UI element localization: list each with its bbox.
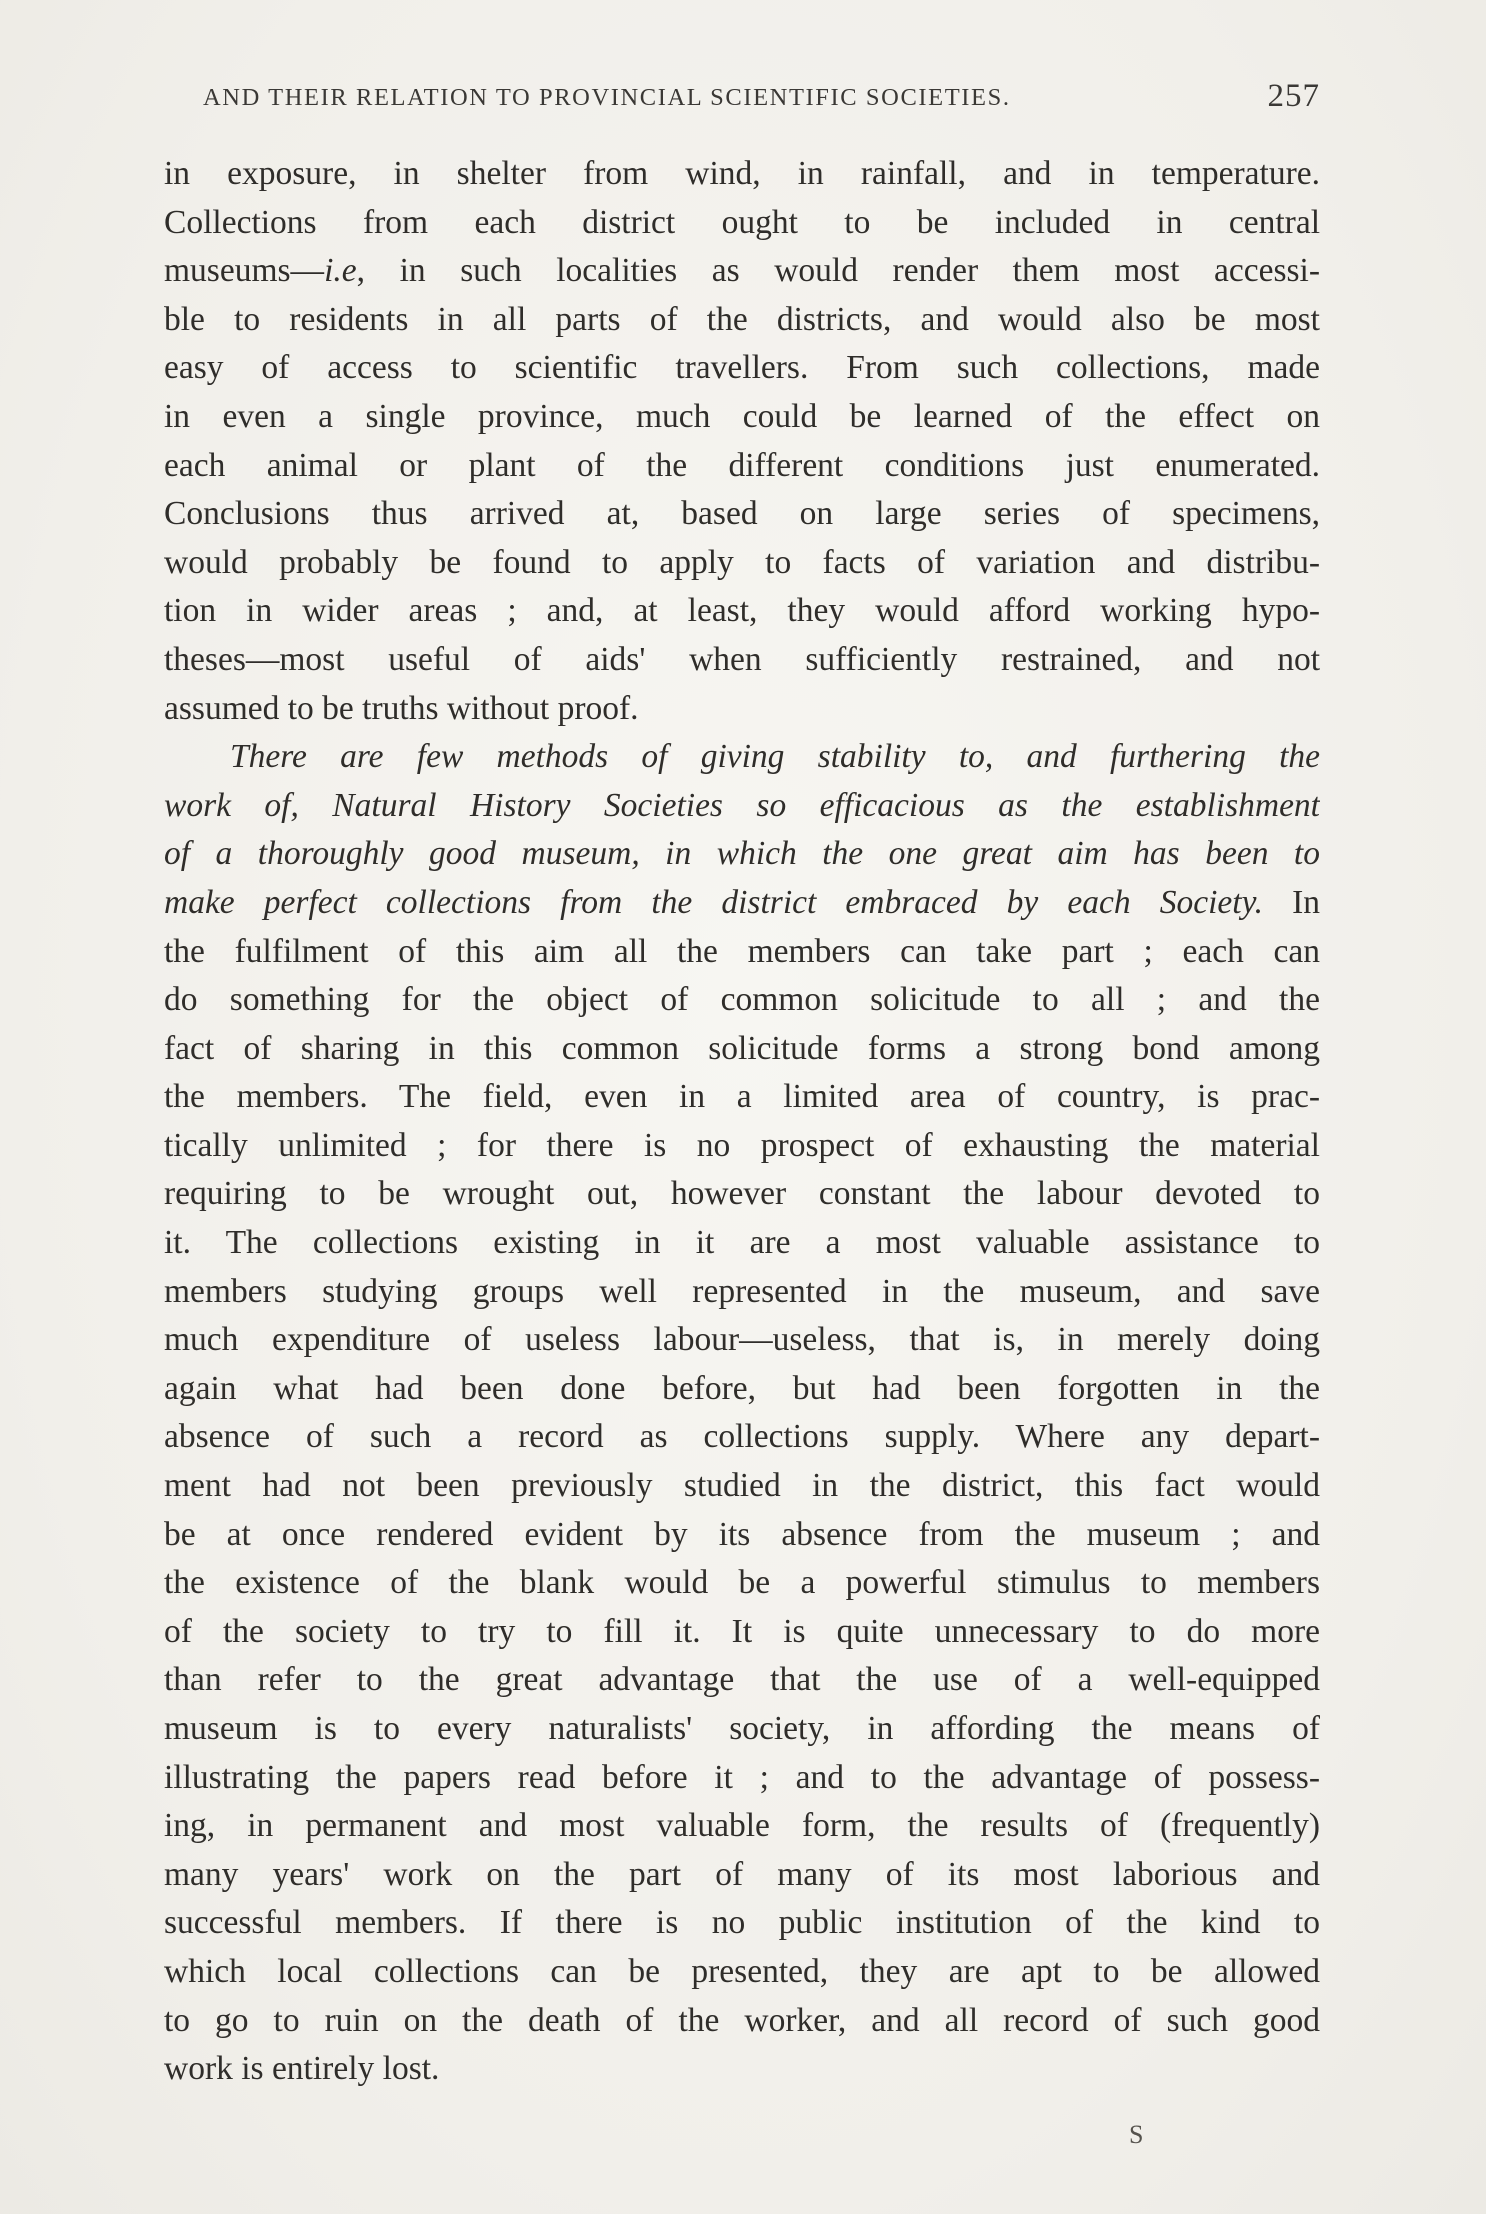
text-line: absence of such a record as collections supply. Where any depart- [164,1418,1320,1456]
italic-run: make perfect collections from the district embraced by each Society. [164,883,1263,921]
text-line: successful members. If there is no public institution of the kind to [164,1904,1320,1942]
text-line: in even a single province, much could be learned of the effect on [164,397,1320,435]
text-line [164,879,1320,928]
text-line: than refer to the great advantage that the use of a well-equipped [164,1661,1320,1699]
text-line: it. The collections existing in it are a most valuable assistance to [164,1224,1320,1262]
text-line: requiring to be wrought out, however constant the labour devoted to [164,1175,1320,1213]
text-line [164,247,1320,296]
italic-abbreviation: i.e [324,252,357,290]
text-line: tion in wider areas ; and, at least, they would afford working hypo- [164,592,1320,630]
text-line: the fulfilment of this aim all the members can take part ; each can [164,932,1320,970]
italic-line: of a thoroughly good museum, in which the one great aim has been to [164,835,1320,873]
text-line: fact of sharing in this common solicitude forms a strong bond among [164,1029,1320,1067]
signature-mark: S [1129,2120,1144,2149]
text-line: members studying groups well represented in the museum, and save [164,1272,1320,1310]
text-line: work is entirely lost. [164,2050,440,2088]
text-line: museum is to every naturalists' society, in affording the means of [164,1710,1320,1747]
body-text [164,150,1320,2094]
text-run: museums— [164,252,325,290]
text-line: do something for the object of common solicitude to all ; and the [164,981,1320,1019]
text-line: easy of access to scientific travellers. From such collections, made [164,349,1320,387]
text-line: many years' work on the part of many of its most laborious and [164,1855,1320,1893]
text-line: assumed to be truths without proof. [164,689,639,727]
text-line: illustrating the papers read before it ; and to the advantage of possess- [164,1758,1320,1796]
text-line: each animal or plant of the different conditions just enumerated. [164,446,1320,484]
text-line: much expenditure of useless labour—useless, that is, in merely doing [164,1321,1320,1359]
running-head [203,78,1320,118]
text-line: ing, in permanent and most valuable form, the results of (frequently) [164,1807,1320,1845]
text-line: ment had not been previously studied in the district, this fact would [164,1467,1320,1505]
text-line: tically unlimited ; for there is no prospect of exhausting the material [164,1126,1320,1164]
italic-line: There are few methods of giving stability to, and furthering the [230,738,1320,776]
text-line: Collections from each district ought to be included in central [164,203,1320,241]
text-line: ble to residents in all parts of the districts, and would also be most [164,300,1320,338]
text-line: which local collections can be presented, they are apt to be allowed [164,1952,1320,1990]
text-line: theses—most useful of aids' when sufficiently restrained, and not [164,640,1320,678]
page-number: 257 [1267,78,1320,114]
text-run: In [1262,883,1320,921]
text-line: the existence of the blank would be a powerful stimulus to members [164,1564,1320,1602]
text-line: Conclusions thus arrived at, based on large series of specimens, [164,495,1320,533]
text-line: would probably be found to apply to facts of variation and distribu- [164,543,1320,581]
text-line: the members. The field, even in a limited area of country, is prac- [164,1078,1320,1116]
text-line: in exposure, in shelter from wind, in rainfall, and in temperature. [164,155,1320,192]
italic-line: work of, Natural History Societies so efficacious as the establishment [164,786,1320,824]
text-line: to go to ruin on the death of the worker, and all record of such good [164,2001,1320,2039]
text-line: of the society to try to fill it. It is quite unnecessary to do more [164,1612,1320,1650]
text-run: , in such localities as would render them most accessi- [356,252,1320,290]
text-line: be at once rendered evident by its absence from the museum ; and [164,1515,1320,1553]
text-line: again what had been done before, but had been forgotten in the [164,1369,1320,1407]
running-title: AND THEIR RELATION TO PROVINCIAL SCIENTIFIC SOCIETIES. [203,84,1011,111]
